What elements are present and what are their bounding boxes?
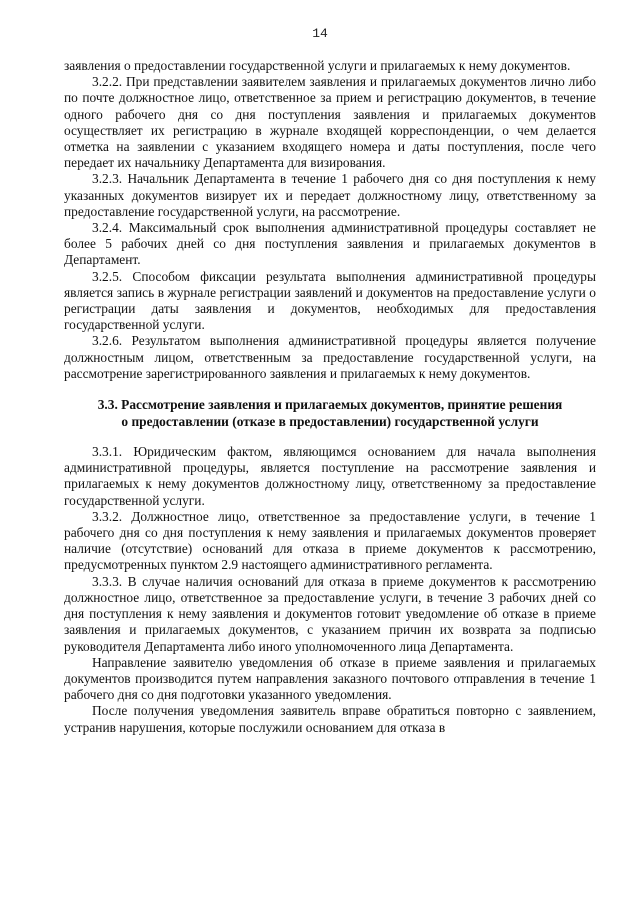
paragraph-notification-direction: Направление заявителю уведомления об отказе в приеме заявления и прилагаемых документов производится путем направления заказного почтового отправления в течение 1 рабочего дня со дня подготовки указанного уведомления. — [64, 654, 596, 703]
paragraph-3-2-5: 3.2.5. Способом фиксации результата выполнения административной процедуры является запись в журнале регистрации заявлений и документов на предоставление услуги о регистрации даты заявления и документов, необходимых для предоставления государственной услуги. — [64, 268, 596, 333]
paragraph-3-3-3: 3.3.3. В случае наличия оснований для отказа в приеме документов к рассмотрению должностное лицо, ответственное за предоставление услуги, в течение 3 рабочих дней со дня поступления к нему заявления и документов готовит уведомление об отказе в приеме заявления и прилагаемых документов, с указанием причин их возврата за подписью руководителя Департамента либо иного уполномоченного лица Департамента. — [64, 573, 596, 654]
paragraph-continuation: заявления о предоставлении государственной услуги и прилагаемых к нему документов. — [64, 58, 571, 73]
paragraph-3-2-4: 3.2.4. Максимальный срок выполнения административной процедуры составляет не более 5 рабочих дней со дня поступления заявления и прилагаемых документов в Департамент. — [64, 220, 596, 268]
page-number: 14 — [312, 26, 328, 41]
paragraph-after-notification: После получения уведомления заявитель вправе обратиться повторно с заявлением, устранив нарушения, которые послужили основанием для отказа в — [64, 703, 596, 735]
section-heading-3-3 — [64, 396, 596, 430]
paragraph-3-2-3: 3.2.3. Начальник Департамента в течение 1 рабочего дня со дня поступления к нему указанных документов визирует их и передает должностному лицу, ответственному за предоставление государственной услуги, на рассмотрение. — [64, 171, 596, 219]
paragraph-3-2-2: 3.2.2. При представлении заявителем заявления и прилагаемых документов лично либо по почте должностное лицо, ответственное за прием и регистрацию документов, в течение одного рабочего дня со дня поступления заявления и прилагаемых документов осуществляет их регистрацию в журнале входящей корреспонденции, о чем делается отметка на заявлении с указанием входящего номера и даты поступления, после чего передает их начальнику Департамента для визирования. — [64, 74, 596, 171]
paragraph-3-3-2: 3.3.2. Должностное лицо, ответственное за предоставление услуги, в течение 1 рабочего дня со дня поступления к нему заявления и прилагаемых документов проверяет наличие (отсутствие) оснований для отказа в приеме документов к рассмотрению, предусмотренных пунктом 2.9 настоящего административного регламента. — [64, 508, 596, 573]
section-heading-line-1: 3.3. Рассмотрение заявления и прилагаемых документов, принятие решения — [97, 397, 563, 413]
document-body — [64, 58, 596, 736]
paragraph-3-2-6: 3.2.6. Результатом выполнения административной процедуры является получение должностным лицом, ответственным за предоставление государственной услуги, на рассмотрение зарегистрированного заявления и прилагаемых к нему документов. — [64, 333, 596, 381]
section-heading-line-2: о предоставлении (отказе в предоставлении) государственной услуги — [121, 414, 539, 430]
paragraph-3-3-1: 3.3.1. Юридическим фактом, являющимся основанием для начала выполнения административной процедуры, является поступление на рассмотрение заявления и прилагаемых к нему документов должностному лицу, ответственному за предоставление государственной услуги. — [64, 444, 596, 508]
